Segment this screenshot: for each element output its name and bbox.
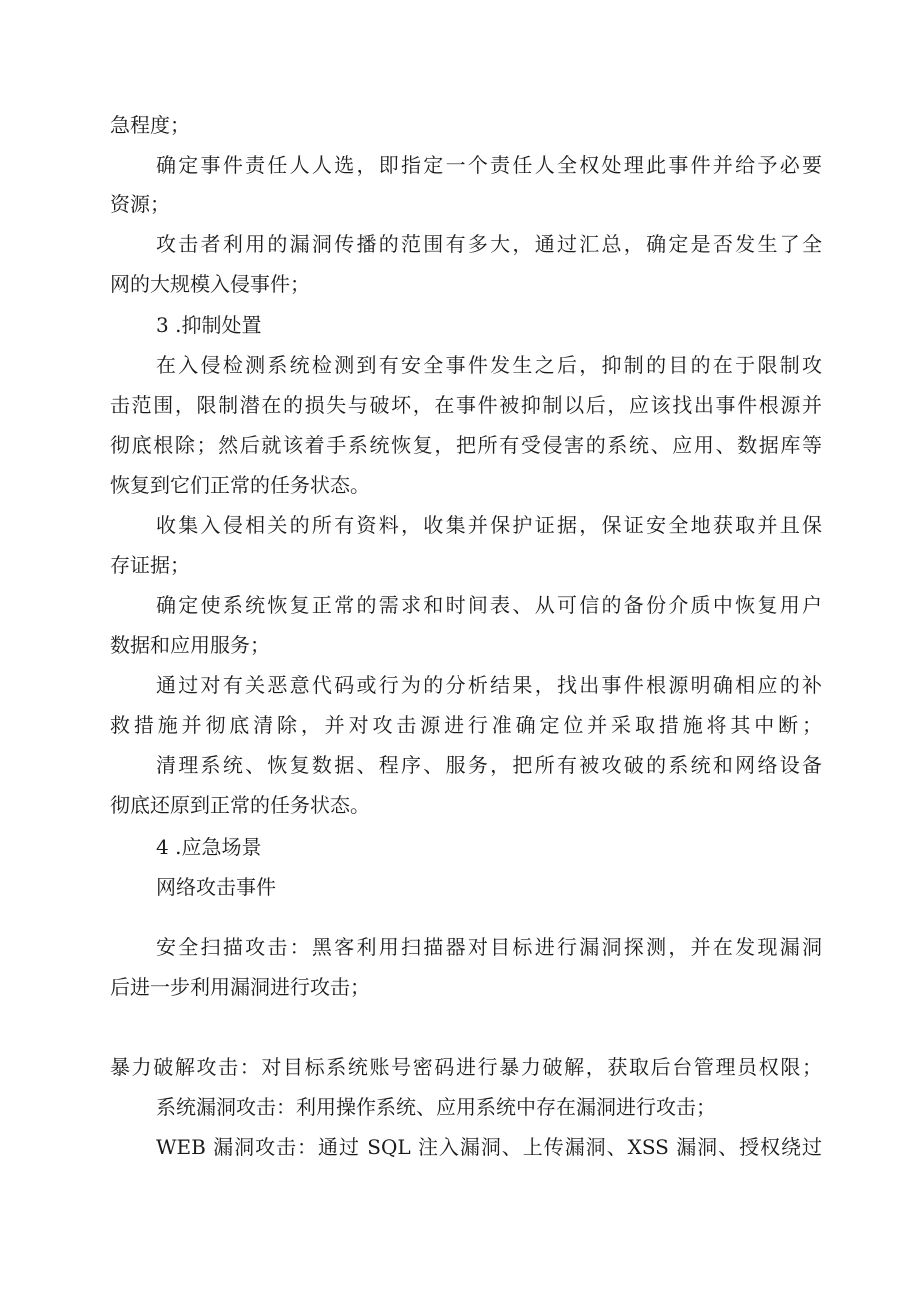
text-line: 在入侵检测系统检测到有安全事件发生之后，抑制的目的在于限制攻 xyxy=(156,353,822,377)
text-line: 击范围，限制潜在的损失与破坏，在事件被抑制以后，应该找出事件根源并 xyxy=(110,393,822,417)
text-line: 存证据； xyxy=(110,553,190,577)
text-line: 清理系统、恢复数据、程序、服务，把所有被攻破的系统和网络设备 xyxy=(156,753,822,777)
text-line: 攻击者利用的漏洞传播的范围有多大，通过汇总，确定是否发生了全 xyxy=(156,232,822,256)
text-line: 资源； xyxy=(110,192,170,216)
section-heading: 4 .应急场景 xyxy=(156,835,262,859)
text-line: 救措施并彻底清除，并对攻击源进行准确定位并采取措施将其中断； xyxy=(110,713,822,737)
text-line: 恢复到它们正常的任务状态。 xyxy=(110,473,370,497)
subsection-heading: 网络攻击事件 xyxy=(156,875,276,899)
text-line: 急程度； xyxy=(110,113,190,137)
text-line: 暴力破解攻击：对目标系统账号密码进行暴力破解，获取后台管理员权限； xyxy=(110,1055,822,1079)
text-line: 网的大规模入侵事件； xyxy=(110,272,310,296)
text-line: 确定使系统恢复正常的需求和时间表、从可信的备份介质中恢复用户 xyxy=(156,593,822,617)
text-line: WEB 漏洞攻击：通过 SQL 注入漏洞、上传漏洞、XSS 漏洞、授权绕过 xyxy=(156,1135,822,1159)
text-line: 彻底根除；然后就该着手系统恢复，把所有受侵害的系统、应用、数据库等 xyxy=(110,433,822,457)
section-heading: 3 .抑制处置 xyxy=(156,313,262,337)
text-line: 通过对有关恶意代码或行为的分析结果，找出事件根源明确相应的补 xyxy=(156,673,822,697)
text-line: 确定事件责任人人选，即指定一个责任人全权处理此事件并给予必要 xyxy=(156,153,822,177)
text-line: 收集入侵相关的所有资料，收集并保护证据，保证安全地获取并且保 xyxy=(156,513,822,537)
text-line: 数据和应用服务； xyxy=(110,633,270,657)
text-line: 安全扫描攻击：黑客利用扫描器对目标进行漏洞探测，并在发现漏洞 xyxy=(156,935,822,959)
text-line: 后进一步利用漏洞进行攻击； xyxy=(110,975,370,999)
text-line: 彻底还原到正常的任务状态。 xyxy=(110,793,370,817)
text-line: 系统漏洞攻击：利用操作系统、应用系统中存在漏洞进行攻击； xyxy=(156,1095,716,1119)
